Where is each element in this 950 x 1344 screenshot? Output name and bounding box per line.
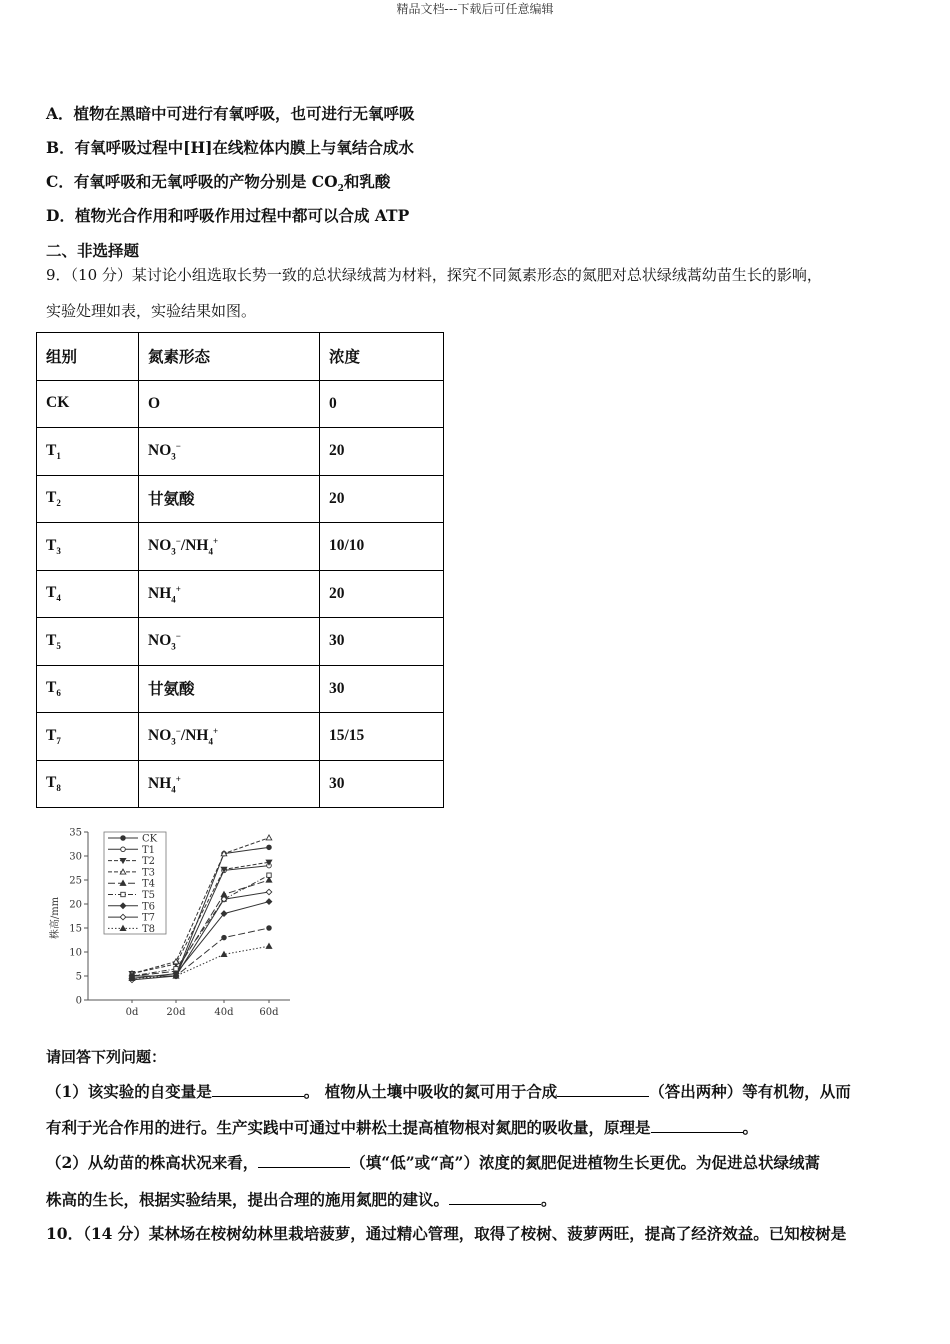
section-heading: 二、非选择题 — [46, 241, 140, 260]
group-name: T — [46, 441, 57, 459]
concentration-cell — [320, 428, 444, 476]
nitrogen-form-cell — [139, 570, 320, 618]
option-d — [46, 204, 409, 226]
option-d-text: 植物光合作用和呼吸作用过程中都可以合成 ATP — [74, 206, 410, 225]
form-text: 甘氨酸 — [148, 491, 195, 509]
y-axis-label: 株高/mm — [50, 896, 61, 940]
legend-label: T6 — [142, 901, 156, 913]
concentration-cell — [320, 665, 444, 713]
header-group: 组别 — [37, 333, 139, 381]
form-superscript: + — [175, 583, 181, 594]
group-subscript: 2 — [56, 498, 61, 509]
form-subscript: 3 — [171, 451, 176, 462]
data-point — [222, 935, 227, 940]
legend-label: T4 — [142, 878, 156, 890]
legend-label: CK — [142, 833, 158, 845]
form-superscript: − — [175, 631, 181, 642]
q9-prompt: 请回答下列问题： — [46, 1048, 167, 1066]
data-point — [121, 892, 125, 896]
form-text: NO — [148, 632, 172, 650]
table-row — [37, 475, 444, 523]
option-d-letter: D． — [46, 206, 75, 225]
data-point — [266, 943, 272, 948]
y-tick-label: 5 — [75, 971, 82, 983]
answer-blank-5[interactable] — [449, 1190, 541, 1205]
y-tick-label: 25 — [69, 875, 82, 887]
form-subscript-2: 4 — [208, 736, 213, 747]
table-row — [37, 428, 444, 476]
y-tick-label: 30 — [69, 851, 82, 863]
form-text: NH — [148, 584, 172, 602]
table-row — [37, 380, 444, 428]
y-tick-label: 15 — [69, 923, 82, 935]
form-text: NO — [148, 727, 172, 745]
concentration-cell — [320, 760, 444, 808]
data-point — [121, 836, 126, 841]
data-point — [130, 974, 135, 979]
group-subscript: 7 — [56, 735, 61, 746]
data-point — [174, 974, 179, 979]
concentration-value: 10/10 — [329, 537, 365, 555]
concentration-cell — [320, 570, 444, 618]
data-point — [266, 835, 272, 840]
concentration-value: 20 — [329, 584, 345, 602]
y-tick-label: 10 — [69, 947, 82, 959]
concentration-cell — [320, 523, 444, 571]
form-subscript: 3 — [171, 736, 176, 747]
legend-label: T3 — [142, 867, 156, 879]
option-c-text-end: 和乳酸 — [343, 172, 391, 191]
form-subscript: 3 — [171, 641, 176, 652]
form-text-2: /NH — [180, 727, 209, 745]
answer-blank-3[interactable] — [651, 1118, 743, 1133]
group-name: T — [46, 679, 57, 697]
form-superscript: − — [175, 536, 181, 547]
group-name: T — [46, 774, 57, 792]
y-tick-label: 35 — [69, 827, 82, 839]
answer-blank-2[interactable] — [557, 1082, 649, 1097]
group-name: T — [46, 489, 57, 507]
concentration-value: 20 — [329, 489, 345, 507]
form-text: NH — [148, 774, 172, 792]
group-subscript: 3 — [56, 545, 61, 556]
form-superscript: − — [175, 726, 181, 737]
y-tick-label: 20 — [69, 899, 82, 911]
form-subscript: 3 — [171, 546, 176, 557]
concentration-value: 30 — [329, 632, 345, 650]
concentration-value: 30 — [329, 679, 345, 697]
option-b — [46, 136, 414, 158]
table-row — [37, 760, 444, 808]
group-cell — [37, 428, 139, 476]
part1-text-a: （1）该实验的自变量是 — [46, 1082, 212, 1101]
concentration-cell — [320, 618, 444, 666]
form-subscript: 4 — [171, 783, 176, 794]
concentration-value: 20 — [329, 442, 345, 460]
group-name: T — [46, 726, 57, 744]
data-point — [267, 845, 272, 850]
group-subscript: 8 — [56, 783, 61, 794]
q9-part2-line1 — [46, 1151, 820, 1173]
nitrogen-form-cell — [139, 523, 320, 571]
data-point — [266, 889, 272, 895]
table-row — [37, 665, 444, 713]
concentration-cell — [320, 713, 444, 761]
part2-text-c: 株高的生长，根据实验结果，提出合理的施用氮肥的建议。 — [46, 1190, 450, 1209]
group-subscript: 1 — [56, 450, 61, 461]
part1-text-c: （答出两种）等有机物，从而 — [649, 1082, 851, 1101]
table-row — [37, 618, 444, 666]
group-cell — [37, 665, 139, 713]
option-b-text: 有氧呼吸过程中[H]在线粒体内膜上与氧结合成水 — [74, 138, 414, 157]
group-cell — [37, 523, 139, 571]
concentration-cell — [320, 380, 444, 428]
nitrogen-form-cell — [139, 380, 320, 428]
q9-part1-line2 — [46, 1116, 758, 1138]
q9-line1: 9．（10 分）某讨论小组选取长势一致的总状绿绒蒿为材料，探究不同氮素形态的氮肥对总状绿绒蒿幼苗生长的影响， — [46, 266, 822, 284]
table-row — [37, 570, 444, 618]
form-superscript: − — [175, 441, 181, 452]
form-text: NO — [148, 442, 172, 460]
option-c-letter: C． — [46, 172, 74, 191]
legend-label: T7 — [142, 912, 156, 924]
page-header: 精品文档---下载后可任意编辑 — [396, 2, 554, 16]
table-header-row — [37, 333, 444, 381]
group-subscript: 6 — [56, 688, 61, 699]
form-subscript: 4 — [171, 593, 176, 604]
group-name: CK — [46, 394, 70, 412]
header-nitrogen-form: 氮素形态 — [139, 333, 320, 381]
nitrogen-form-cell — [139, 713, 320, 761]
group-cell — [37, 380, 139, 428]
x-tick-label: 20d — [166, 1007, 186, 1018]
data-point — [267, 926, 272, 931]
group-cell — [37, 713, 139, 761]
option-c-subscript: 2 — [337, 184, 344, 195]
part1-text-e: 。 — [742, 1118, 759, 1137]
q9-part2-line2 — [46, 1188, 557, 1210]
option-a-letter: A． — [46, 104, 74, 123]
concentration-value: 15/15 — [329, 727, 365, 745]
option-c-text: 有氧呼吸和无氧呼吸的产物分别是 CO — [73, 172, 338, 191]
q10-line1: 10．（14 分）某林场在桉树幼林里栽培菠萝，通过精心管理，取得了桉树、菠萝两旺，提高了经济效益。已知桉树是 — [46, 1224, 847, 1243]
group-cell — [37, 475, 139, 523]
plant-height-chart — [44, 818, 294, 1023]
part1-text-b: 。 植物从土壤中吸收的氮可用于合成 — [303, 1082, 558, 1101]
x-tick-label: 60d — [259, 1007, 279, 1018]
legend-label: T8 — [142, 923, 156, 935]
data-point — [121, 847, 126, 852]
group-name: T — [46, 631, 57, 649]
data-point — [266, 899, 272, 905]
legend-label: T2 — [142, 856, 156, 868]
nitrogen-form-cell — [139, 618, 320, 666]
form-subscript-2: 4 — [208, 546, 213, 557]
group-name: T — [46, 584, 57, 602]
y-tick-label: 0 — [75, 995, 82, 1007]
answer-blank-4[interactable] — [258, 1153, 350, 1168]
legend-label: T5 — [142, 890, 156, 901]
header-concentration: 浓度 — [320, 333, 444, 381]
nitrogen-form-cell — [139, 665, 320, 713]
group-name: T — [46, 536, 57, 554]
q9-part1-line1 — [46, 1080, 851, 1102]
group-subscript: 5 — [56, 640, 61, 651]
form-superscript-2: + — [212, 726, 219, 737]
nitrogen-form-cell — [139, 475, 320, 523]
nitrogen-form-cell — [139, 428, 320, 476]
group-cell — [37, 618, 139, 666]
form-text: NO — [148, 537, 172, 555]
data-point — [266, 877, 272, 882]
part2-text-b: （填“低”或“高”）浓度的氮肥促进植物生长更优。为促进总状绿绒蒿 — [350, 1153, 820, 1172]
group-cell — [37, 570, 139, 618]
form-superscript: + — [175, 773, 181, 784]
concentration-value: 0 — [329, 394, 337, 412]
form-superscript-2: + — [212, 536, 219, 547]
concentration-value: 30 — [329, 774, 345, 792]
data-point — [267, 873, 271, 877]
nitrogen-form-cell — [139, 760, 320, 808]
form-text-2: /NH — [180, 537, 209, 555]
table-row — [37, 713, 444, 761]
legend-label: T1 — [142, 844, 156, 856]
x-tick-label: 40d — [214, 1007, 234, 1018]
group-subscript: 4 — [56, 593, 61, 604]
part2-text-a: （2）从幼苗的株高状况来看， — [46, 1153, 259, 1172]
form-text: 甘氨酸 — [148, 681, 195, 699]
q9-line2: 实验处理如表，实验结果如图。 — [46, 302, 257, 320]
treatment-table — [36, 332, 444, 808]
part2-text-d: 。 — [541, 1190, 557, 1209]
option-a-text: 植物在黑暗中可进行有氧呼吸，也可进行无氧呼吸 — [73, 104, 415, 123]
option-c — [46, 170, 390, 194]
x-tick-label: 0d — [125, 1007, 139, 1018]
concentration-cell — [320, 475, 444, 523]
form-text: O — [148, 394, 161, 412]
table-row — [37, 523, 444, 571]
option-b-letter: B． — [46, 138, 75, 157]
option-a — [46, 102, 415, 124]
answer-blank-1[interactable] — [212, 1082, 304, 1097]
part1-text-d: 有利于光合作用的进行。生产实践中可通过中耕松土提高植物根对氮肥的吸收量，原理是 — [46, 1118, 651, 1137]
group-cell — [37, 760, 139, 808]
